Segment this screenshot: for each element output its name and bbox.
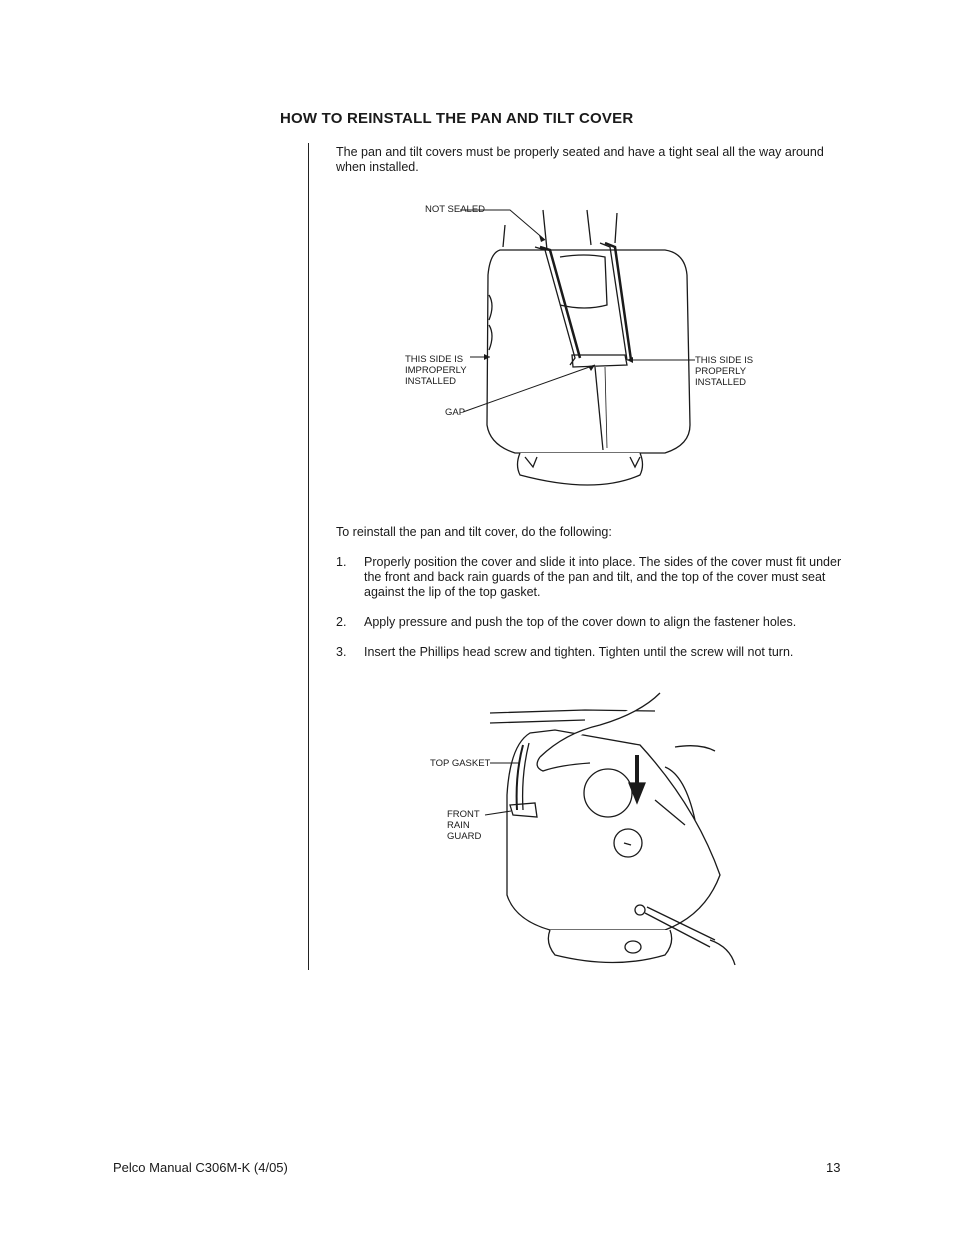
margin-rule: [308, 143, 309, 970]
step-text-line: the front and back rain guards of the pan and tilt, and the top of the cover must seat: [364, 570, 826, 584]
step-text-line: Insert the Phillips head screw and tighten. Tighten until the screw will not turn.: [364, 645, 794, 659]
section-heading: HOW TO REINSTALL THE PAN AND TILT COVER: [280, 110, 634, 127]
step-number: 2.: [336, 615, 347, 629]
intro-paragraph: [336, 145, 824, 175]
cover-install-figure: [425, 685, 755, 970]
step-text-line: against the lip of the top gasket.: [364, 585, 541, 599]
step-number: 1.: [336, 555, 347, 569]
step-text-line: Properly position the cover and slide it into place. The sides of the cover must fit under: [364, 555, 842, 569]
footer-manual: Pelco Manual C306M-K (4/05): [113, 1160, 288, 1175]
label-not-sealed: NOT SEALED: [425, 204, 486, 215]
step-text-line: Apply pressure and push the top of the cover down to align the fastener holes.: [364, 615, 797, 629]
label-improper-3: INSTALLED: [405, 376, 457, 387]
label-rain-1: FRONT: [447, 809, 480, 820]
procedure-lead: To reinstall the pan and tilt cover, do the following:: [336, 525, 612, 539]
label-rain-3: GUARD: [447, 831, 482, 842]
intro-line-2: when installed.: [336, 160, 419, 174]
step-number: 3.: [336, 645, 347, 659]
label-rain-2: RAIN: [447, 820, 470, 831]
label-gap: GAP: [445, 407, 466, 418]
label-improper-1: THIS SIDE IS: [405, 354, 464, 365]
label-improper-2: IMPROPERLY: [405, 365, 467, 376]
label-proper-3: INSTALLED: [695, 377, 747, 388]
label-proper-2: PROPERLY: [695, 366, 747, 377]
intro-line-1: The pan and tilt covers must be properly seated and have a tight seal all the way around: [336, 145, 824, 159]
cover-seal-figure: [395, 195, 775, 500]
footer-page-number: 13: [826, 1160, 841, 1175]
label-proper-1: THIS SIDE IS: [695, 355, 754, 366]
label-top-gasket: TOP GASKET: [430, 758, 491, 769]
